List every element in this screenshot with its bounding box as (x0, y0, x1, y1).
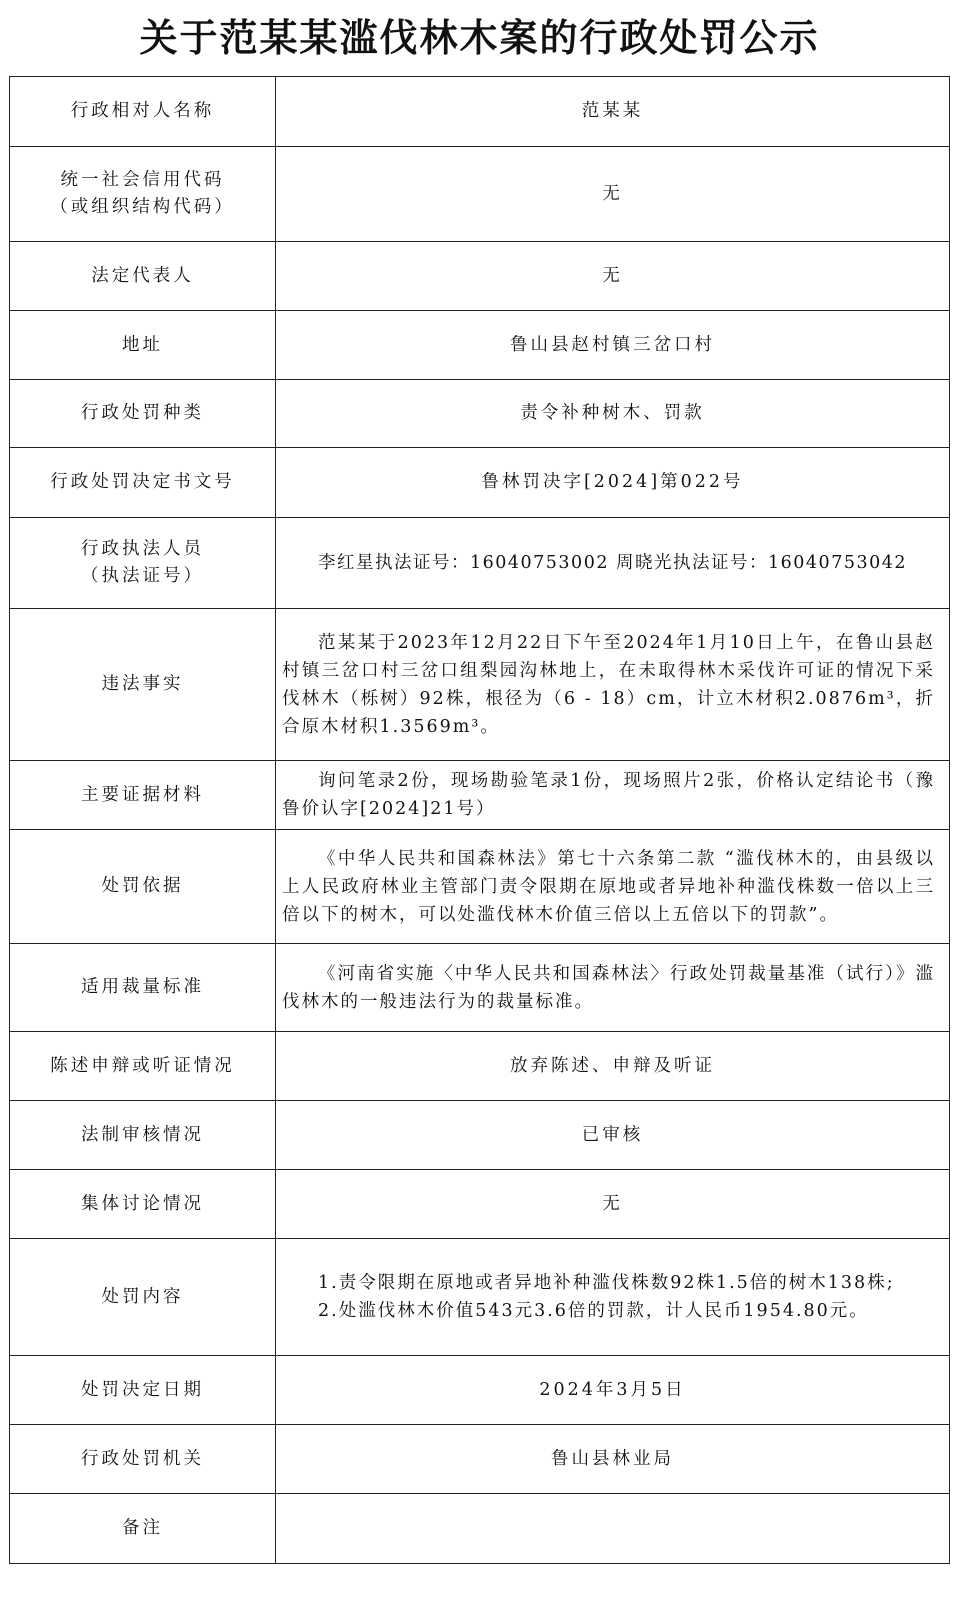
row-value: 无 (276, 147, 950, 242)
penalty-table (9, 76, 950, 1564)
row-value: 无 (276, 1170, 950, 1239)
row-label: 违法事实 (10, 609, 276, 761)
table-row (10, 830, 950, 944)
table-row (10, 1170, 950, 1239)
table-row (10, 77, 950, 147)
row-label (10, 147, 276, 242)
row-value: 询问笔录2份，现场勘验笔录1份，现场照片2张，价格认定结论书（豫鲁价认字[2024]21号） (276, 761, 950, 830)
row-label-line2: （执法证号） (81, 566, 204, 586)
row-label (10, 518, 276, 609)
row-label: 行政处罚决定书文号 (10, 448, 276, 518)
table-row (10, 1356, 950, 1425)
table-row (10, 518, 950, 609)
row-value: 《河南省实施〈中华人民共和国森林法〉行政处罚裁量基准（试行）》滥伐林木的一般违法行为的裁量标准。 (276, 944, 950, 1032)
row-label: 行政相对人名称 (10, 77, 276, 147)
penalty-item-1: 1.责令限期在原地或者异地补种滥伐株数92株1.5倍的树木138株; (318, 1273, 895, 1293)
row-label: 陈述申辩或听证情况 (10, 1032, 276, 1101)
table-row (10, 1101, 950, 1170)
row-value: 鲁山县赵村镇三岔口村 (276, 311, 950, 380)
row-label: 适用裁量标准 (10, 944, 276, 1032)
row-label: 处罚决定日期 (10, 1356, 276, 1425)
row-label: 主要证据材料 (10, 761, 276, 830)
row-label: 行政处罚机关 (10, 1425, 276, 1494)
row-value: 《中华人民共和国森林法》第七十六条第二款 “滥伐林木的，由县级以上人民政府林业主管部门责令限期在原地或者异地补种滥伐株数一倍以上三倍以下的树木，可以处滥伐林木价值三倍以上五倍以下的罚款”。 (276, 830, 950, 944)
table-row (10, 1032, 950, 1101)
table-row (10, 147, 950, 242)
table-row (10, 944, 950, 1032)
row-label-line2: （或组织结构代码） (50, 197, 235, 217)
table-row (10, 242, 950, 311)
page-title: 关于范某某滥伐林木案的行政处罚公示 (139, 15, 820, 60)
row-label: 处罚内容 (10, 1239, 276, 1356)
row-value: 鲁山县林业局 (276, 1425, 950, 1494)
table-row (10, 1239, 950, 1356)
row-value (276, 1239, 950, 1356)
penalty-item-2: 2.处滥伐林木价值543元3.6倍的罚款，计人民币1954.80元。 (318, 1301, 869, 1321)
row-label: 处罚依据 (10, 830, 276, 944)
row-value: 范某某于2023年12月22日下午至2024年1月10日上午，在鲁山县赵村镇三岔口村三岔口组梨园沟林地上，在未取得林木采伐许可证的情况下采伐林木（栎树）92株，根径为（6 - 18）cm，计立木材积2.0876m³，折合原木材积1.3569m³。 (276, 609, 950, 761)
row-value: 2024年3月5日 (276, 1356, 950, 1425)
row-value: 无 (276, 242, 950, 311)
table-row (10, 1494, 950, 1564)
table-row (10, 448, 950, 518)
table-row (10, 311, 950, 380)
table-row (10, 609, 950, 761)
table-row (10, 761, 950, 830)
row-label-line1: 统一社会信用代码 (60, 170, 225, 190)
row-label: 法定代表人 (10, 242, 276, 311)
row-label: 行政处罚种类 (10, 380, 276, 448)
row-value: 李红星执法证号：16040753002 周晓光执法证号：16040753042 (276, 518, 950, 609)
row-value: 鲁林罚决字[2024]第022号 (276, 448, 950, 518)
table-row (10, 1425, 950, 1494)
row-label-line1: 行政执法人员 (81, 539, 204, 559)
row-label: 集体讨论情况 (10, 1170, 276, 1239)
table-row (10, 380, 950, 448)
row-label: 法制审核情况 (10, 1101, 276, 1170)
row-value: 责令补种树木、罚款 (276, 380, 950, 448)
row-value: 范某某 (276, 77, 950, 147)
row-value: 放弃陈述、申辩及听证 (276, 1032, 950, 1101)
row-label: 备注 (10, 1494, 276, 1564)
row-value: 已审核 (276, 1101, 950, 1170)
row-value (276, 1494, 950, 1564)
row-label: 地址 (10, 311, 276, 380)
